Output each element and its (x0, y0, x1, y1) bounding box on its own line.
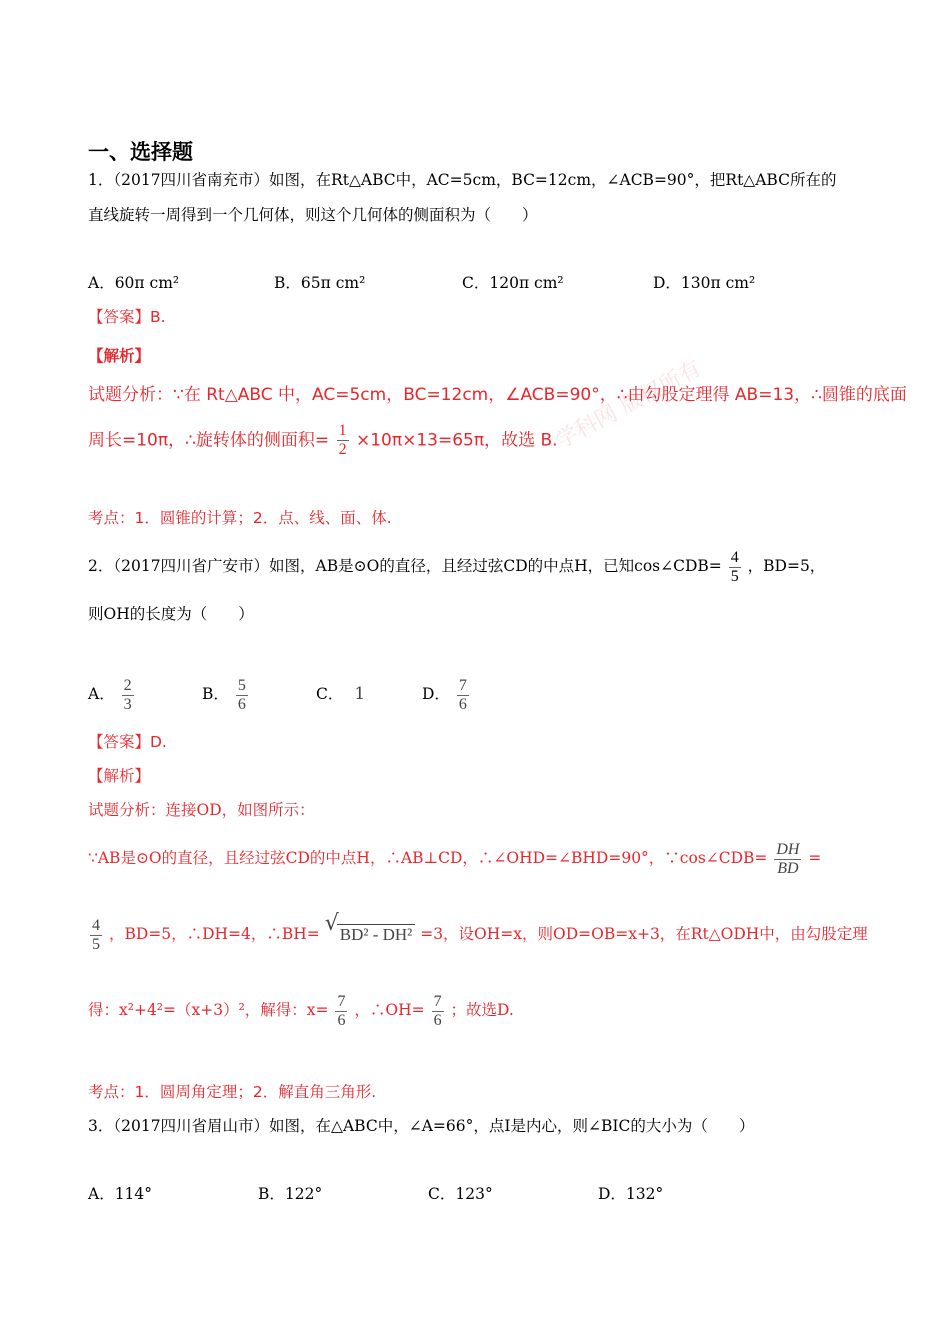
radical-sign-icon: √ (324, 911, 339, 936)
q3-option-c: C．123° (428, 1185, 493, 1203)
q2-stem-line1-a: 2．（2017四川省广安市）如图，AB是⊙O的直径，且经过弦CD的中点H，已知cos∠CDB= (88, 557, 722, 575)
q2-analysis-line2-a: ∵AB是⊙O的直径，且经过弦CD的中点H，∴AB⊥CD，∴∠OHD=∠BHD=90°，∵cos∠CDB= (88, 849, 768, 867)
option-label: D． (422, 685, 450, 703)
option-value: 1 (354, 684, 366, 704)
q2-stem-line2: 则OH的长度为（ ） (88, 605, 254, 623)
fraction-denominator: 5 (730, 567, 739, 585)
q2-analysis-line4-b: ，∴OH= (354, 1001, 425, 1019)
square-root (324, 911, 416, 955)
q1-keypoint: 考点：1．圆锥的计算；2．点、线、面、体. (88, 509, 392, 527)
fraction-numerator: 5 (237, 676, 246, 694)
q2-stem-line1 (88, 548, 825, 586)
q3-option-b: B．122° (258, 1185, 323, 1203)
q2-answer: 【答案】D. (88, 733, 167, 751)
q1-option-b: B．65π cm² (274, 274, 366, 292)
q1-analysis-line2-b: ×10π×13=65π，故选 B. (355, 430, 558, 451)
q2-analysis-line4-c: ；故选D. (450, 1001, 514, 1019)
q2-analysis-line3-a: ，BD=5，∴DH=4，∴BH= (108, 925, 320, 943)
q2-analysis-line4 (88, 990, 514, 1030)
q1-analysis-line2-a: 周长=10π，∴旋转体的侧面积= (88, 430, 330, 451)
fraction-numerator: 7 (337, 992, 346, 1010)
option-label: B． (202, 685, 229, 703)
fraction-denominator: 6 (337, 1011, 346, 1029)
radicand: BD² - DH² (337, 924, 416, 944)
fraction-numerator: 2 (123, 676, 132, 694)
q2-option-c (316, 682, 365, 706)
q1-option-c: C．120π cm² (462, 274, 564, 292)
fraction-denominator: 6 (458, 695, 467, 713)
q2-analysis-line3 (88, 911, 868, 955)
fraction-denominator: 6 (237, 695, 246, 713)
q1-option-d: D．130π cm² (653, 274, 756, 292)
q1-analysis-line2 (88, 422, 558, 459)
q1-analysis-fraction (337, 422, 349, 459)
q2-analysis-line4-a: 得：x²+4²=（x+3）²，解得：x= (88, 1001, 329, 1019)
q2-analysis-line3-b: =3，设OH=x，则OD=OB=x+3，在Rt△ODH中，由勾股定理 (420, 925, 868, 943)
option-fraction (236, 677, 248, 714)
q1-stem-line2: 直线旋转一周得到一个几何体，则这个几何体的侧面积为（ ） (88, 206, 538, 224)
fraction-denominator: 6 (433, 1011, 442, 1029)
q3-option-a: A．114° (88, 1185, 153, 1203)
q1-analysis-line1: 试题分析：∵在 Rt△ABC 中，AC=5cm，BC=12cm，∠ACB=90°，∴由勾股定理得 AB=13，∴圆锥的底面 (88, 385, 907, 405)
q2-analysis-fraction-4-5 (90, 917, 102, 954)
fraction-numerator: 1 (338, 422, 347, 439)
q2-analysis-label: 【解析】 (88, 767, 151, 785)
q2-analysis-fraction-oh (432, 993, 444, 1030)
q2-analysis-fraction-x (335, 993, 347, 1030)
fraction-denominator: 5 (92, 935, 100, 953)
q2-stem-fraction (729, 549, 741, 586)
section-title: 一、选择题 (88, 140, 193, 164)
fraction-denominator: BD (777, 859, 799, 877)
option-label: A． (88, 685, 115, 703)
q2-option-b (202, 676, 250, 714)
q2-option-a (88, 676, 136, 714)
q3-stem: 3．（2017四川省眉山市）如图，在△ABC中，∠A=66°，点I是内心，则∠BIC的大小为（ ） (88, 1117, 755, 1135)
fraction-numerator: 4 (730, 548, 739, 566)
q2-analysis-fraction-dh-bd (774, 841, 801, 878)
fraction-denominator: 3 (123, 695, 132, 713)
q2-stem-line1-b: ，BD=5， (747, 557, 826, 575)
option-fraction (122, 677, 134, 714)
q2-analysis-line1: 试题分析：连接OD，如图所示： (88, 801, 315, 819)
q2-analysis-line2 (88, 838, 821, 878)
q2-analysis-line2-b: = (808, 849, 822, 867)
fraction-numerator: 4 (92, 916, 100, 934)
fraction-numerator: DH (776, 840, 800, 858)
q1-stem-line1: 1．（2017四川省南充市）如图，在Rt△ABC中，AC=5cm，BC=12cm，∠ACB=90°，把Rt△ABC所在的 (88, 171, 837, 189)
option-label: C． (316, 685, 344, 703)
q1-analysis-label: 【解析】 (88, 347, 151, 365)
fraction-denominator: 2 (338, 441, 347, 458)
fraction-numerator: 7 (433, 992, 442, 1010)
watermark-text: 学科网 版权所有 (551, 356, 706, 454)
option-fraction (457, 677, 469, 714)
q1-option-a: A．60π cm² (88, 274, 180, 292)
q2-option-d (422, 676, 471, 714)
q1-answer: 【答案】B. (88, 308, 166, 326)
q3-option-d: D．132° (598, 1185, 664, 1203)
fraction-numerator: 7 (458, 676, 467, 694)
q2-keypoint: 考点：1．圆周角定理；2．解直角三角形. (88, 1083, 377, 1101)
